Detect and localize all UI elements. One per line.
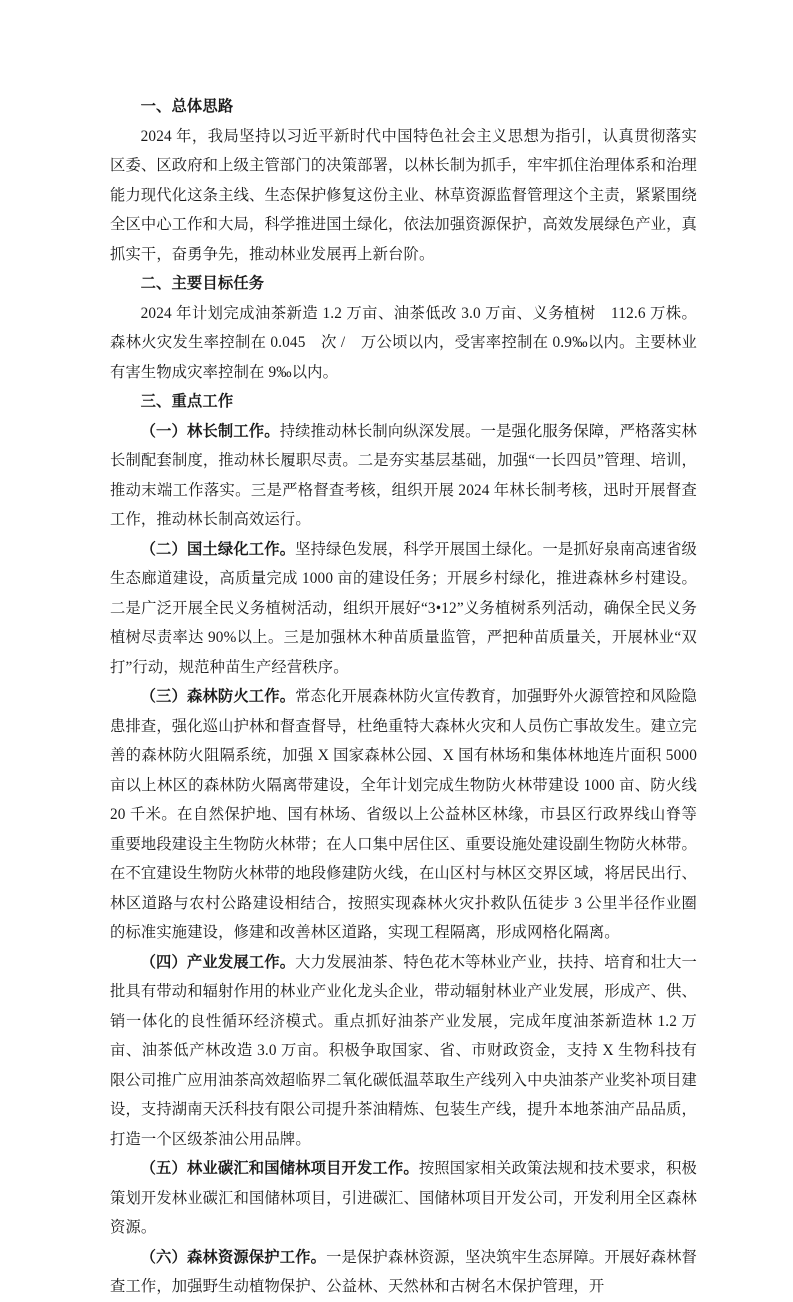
paragraph-overall-approach: 2024 年，我局坚持以习近平新时代中国特色社会主义思想为指引，认真贯彻落实区委、区政府和上级主管部门的决策部署，以林长制为抓手，牢牢抓住治理体系和治理能力现代化这条主线、生态保护修复这份主业、林草资源监督管理这个主责，紧紧围绕全区中心工作和大局，科学推进国土绿化，依法加强资源保护，高效发展绿色产业，真抓实干，奋勇争先，推动林业发展再上新台阶。 [110, 127, 697, 263]
paragraph-main-targets: 2024 年计划完成油茶新造 1.2 万亩、油茶低改 3.0 万亩、义务植树 112.6 万株。森林火灾发生率控制在 0.045 次 / 万公顷以内，受害率控制在 0.9‰以内。主要林业有害生物成灾率控制在 9‰以内。 [110, 304, 697, 381]
paragraph-item-2 [110, 535, 697, 683]
item-5-lead: （五）林业碳汇和国储林项目开发工作。 [140, 1160, 419, 1177]
item-1-lead: （一）林长制工作。 [140, 422, 280, 440]
section-heading-1: 一、总体思路 [140, 98, 234, 115]
item-4-text: 大力发展油茶、特色花木等林业产业，扶持、培育和壮大一批具有带动和辐射作用的林业产业化龙头企业，带动辐射林业产业发展，形成产、供、销一体化的良性循环经济模式。重点抓好油茶产业发展，完成年度油茶新造林 1.2 万亩、油茶低产林改造 3.0 万亩。积极争取国家、省、市财政资金，支持 X 生物科技有限公司推广应用油茶高效超临界二氧化碳低温萃取生产线列入中央油茶产业奖补项目建设，支持湖南天沃科技有限公司提升茶油精炼、包装生产线，提升本地茶油产品品质，打造一个区级茶油公用品牌。 [110, 953, 697, 1148]
item-5-text: 按照国家相关政策法规和技术要求，积极策划开发林业碳汇和国储林项目，引进碳汇、国储林项目开发公司，开发利用全区森林资源。 [110, 1160, 698, 1236]
document-body [110, 92, 697, 1302]
paragraph-item-6 [110, 1243, 697, 1302]
item-3-lead: （三）森林防火工作。 [140, 688, 296, 705]
item-2-text: 坚持绿色发展，科学开展国土绿化。一是抓好泉南高速省级生态廊道建设，高质量完成 1000 亩的建设任务；开展乡村绿化，推进森林乡村建设。二是广泛开展全民义务植树活动，组织开展好“3•12”义务植树系列活动，确保全民义务植树尽责率达 90%以上。三是加强林木种苗质量监管，严把种苗质量关，开展林业“双打”行动，规范种苗生产经营秩序。 [110, 540, 697, 676]
item-2-lead: （二）国土绿化工作。 [140, 540, 296, 558]
paragraph-item-3 [110, 682, 697, 948]
item-6-lead: （六）森林资源保护工作。 [140, 1248, 327, 1266]
section-heading-2: 二、主要目标任务 [140, 275, 265, 292]
item-3-text: 常态化开展森林防火宣传教育，加强野外火源管控和风险隐患排查，强化巡山护林和督查督导，杜绝重特大森林火灾和人员伤亡事故发生。建立完善的森林防火阻隔系统，加强 X 国家森林公园、X 国有林场和集体林地连片面积 5000 亩以上林区的森林防火隔离带建设，全年计划完成生物防火林带建设 1000 亩、防火线 20 千米。在自然保护地、国有林场、省级以上公益林区林缘，市县区行政界线山脊等重要地段建设主生物防火林带；在人口集中居住区、重要设施处建设副生物防火林带。在不宜建设生物防火林带的地段修建防火线，在山区村与林区交界区域，将居民出行、林区道路与农村公路建设相结合，按照实现森林火灾扑救队伍徒步 3 公里半径作业圈的标准实施建设，修建和改善林区道路，实现工程隔离，形成网格化隔离。 [110, 688, 697, 941]
paragraph-item-1 [110, 417, 697, 535]
item-4-lead: （四）产业发展工作。 [140, 953, 296, 971]
item-6-text: 一是保护森林资源，坚决筑牢生态屏障。开展好森林督查工作，加强野生动植物保护、公益林、天然林和古树名木保护管理，开 [110, 1248, 697, 1295]
paragraph-item-4 [110, 948, 697, 1155]
section-heading-3: 三、重点工作 [140, 393, 234, 410]
item-1-text: 持续推动林长制向纵深发展。一是强化服务保障，严格落实林长制配套制度，推动林长履职尽责。二是夯实基层基础，加强“一长四员”管理、培训，推动末端工作落实。三是严格督查考核，组织开展 2024 年林长制考核，迅时开展督查工作，推动林长制高效运行。 [110, 422, 697, 528]
paragraph-item-5 [110, 1154, 697, 1243]
